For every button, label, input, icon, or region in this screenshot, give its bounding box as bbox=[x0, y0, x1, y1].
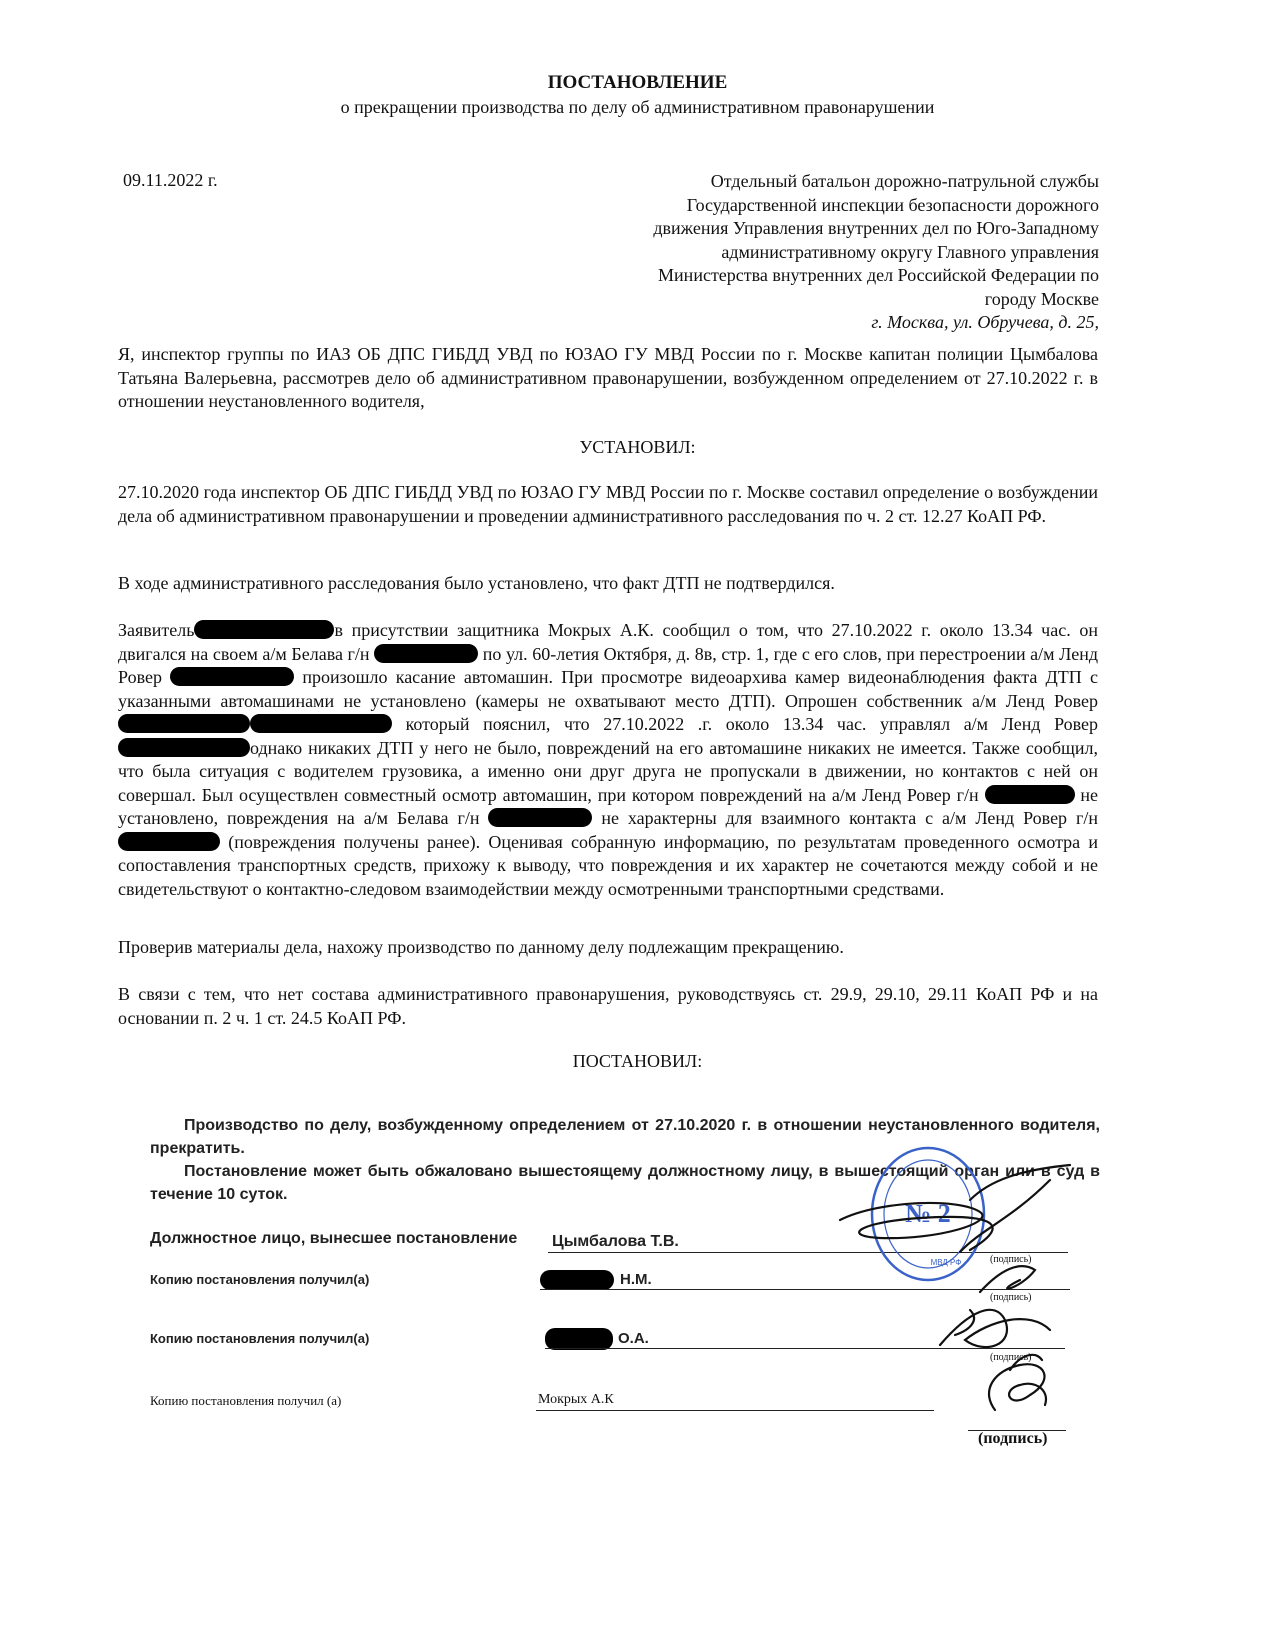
redaction-mark bbox=[374, 644, 478, 663]
signature-caption: (подпись) bbox=[990, 1352, 1032, 1363]
org-line: Отдельный батальон дорожно-патрульной службы bbox=[710, 171, 1099, 191]
paragraph-1: 27.10.2020 года инспектор ОБ ДПС ГИБДД УВД по ЮЗАО ГУ МВД России по г. Москве составил определение о возбуждении дела об административном правонарушении и проведении административного расследования по ч. 2 ст. 12.27 КоАП РФ. bbox=[118, 482, 1098, 526]
document-date: 09.11.2022 г. bbox=[123, 170, 218, 190]
p3-text: в присутствии защитника Мокрых А.К. сообщил о том, что 27.10.2022 г. около 13.34 час. он двигался на своем а/м Белава г/н bbox=[118, 620, 1098, 664]
copy3-label: Копию постановления получил (а) bbox=[150, 1393, 342, 1408]
redaction-mark bbox=[118, 832, 220, 851]
p3-text: по ул. 60-летия Октября, д. 8в, стр. 1, где с его слов, при перестроении а/м Ленд Ровер bbox=[118, 643, 1099, 687]
organization-block bbox=[539, 170, 1099, 335]
p3-text: не установлено, повреждения на а/м Белава г/н bbox=[118, 784, 1099, 828]
heading-resolved: ПОСТАНОВИЛ: bbox=[572, 1051, 703, 1071]
document-subtitle: о прекращении производства по делу об административном правонарушении bbox=[340, 97, 935, 117]
redaction-mark bbox=[488, 808, 592, 827]
redaction-mark bbox=[194, 620, 334, 639]
copy1-label: Копию постановления получил(а) bbox=[150, 1272, 370, 1287]
stamp-number: № 2 bbox=[905, 1199, 951, 1228]
copy3-name: Мокрых А.К bbox=[538, 1392, 614, 1407]
redaction-mark bbox=[118, 714, 250, 733]
org-line: административному округу Главного управления bbox=[721, 241, 1099, 262]
official-name: Цымбалова Т.В. bbox=[552, 1233, 679, 1250]
org-line: Министерства внутренних дел Российской Федерации по bbox=[658, 265, 1099, 285]
paragraph-4: Проверив материалы дела, нахожу производство по данному делу подлежащим прекращению. bbox=[118, 937, 844, 957]
handwritten-signatures-icon bbox=[820, 1160, 1090, 1450]
org-address: г. Москва, ул. Обручева, д. 25, bbox=[871, 312, 1099, 332]
copy2-name: О.А. bbox=[618, 1330, 649, 1347]
heading-established: УСТАНОВИЛ: bbox=[579, 437, 696, 457]
appeal-notice: Постановление может быть обжаловано вышестоящему должностному лицу, в вышестоящий орган или в суд в течение 10 суток. bbox=[150, 1163, 1100, 1203]
p3-text: однако никаких ДТП у него не было, повреждений на его автомашине никаких не имеется. Также сообщил, что была ситуация с водителем грузовика, а именно они друг друга не пропускали в движении, но контактов с ней он совершал. Был осуществлен совместный осмотр автомашин, при котором повреждений на а/м Ленд Ровер г/н bbox=[118, 737, 1098, 805]
paragraph-5: В связи с тем, что нет состава административного правонарушения, руководствуясь ст. 29.9, 29.10, 29.11 КоАП РФ и на основании п. 2 ч. 1 ст. 24.5 КоАП РФ. bbox=[118, 984, 1098, 1028]
resolution-text: Производство по делу, возбужденному определением от 27.10.2020 г. в отношении неустановленного водителя, прекратить. bbox=[150, 1117, 1100, 1157]
signature-caption-final: (подпись) bbox=[978, 1430, 1048, 1447]
document-title: ПОСТАНОВЛЕНИЕ bbox=[547, 72, 728, 93]
redaction-mark bbox=[170, 667, 294, 686]
redaction-mark bbox=[545, 1328, 613, 1350]
copy2-label: Копию постановления получил(а) bbox=[150, 1331, 370, 1346]
copy1-name: Н.М. bbox=[620, 1271, 652, 1288]
p3-text: Заявитель bbox=[118, 620, 195, 640]
redaction-mark bbox=[250, 714, 392, 733]
org-line: Государственной инспекции безопасности дорожного bbox=[686, 194, 1099, 215]
p3-text: который пояснил, что 27.10.2022 .г. около 13.34 час. управлял а/м Ленд Ровер bbox=[405, 714, 1099, 734]
paragraph-2: В ходе административного расследования было установлено, что факт ДТП не подтвердился. bbox=[118, 573, 835, 593]
stamp-text: МВД РФ bbox=[930, 1258, 962, 1267]
official-label: Должностное лицо, вынесшее постановление bbox=[150, 1230, 518, 1247]
org-line: движения Управления внутренних дел по Юго-Западному bbox=[653, 218, 1099, 238]
redaction-mark bbox=[985, 785, 1075, 804]
p3-text: произошло касание автомашин. При просмотре видеоархива камер видеонаблюдения факта ДТП с указанными автомашинами не установлено (камеры не охватывают место ДТП). Опрошен собственник а/м Ленд Ровер bbox=[118, 667, 1099, 711]
signature-caption: (подпись) bbox=[990, 1292, 1032, 1303]
intro-paragraph: Я, инспектор группы по ИАЗ ОБ ДПС ГИБДД УВД по ЮЗАО ГУ МВД России по г. Москве капитан полиции Цымбалова Татьяна Валерьевна, рассмотрев дело об административном правонарушении, возбужденном определением от 27.10.2022 г. в отношении неустановленного водителя, bbox=[118, 344, 1098, 411]
paragraph-3 bbox=[118, 619, 1098, 901]
redaction-mark bbox=[118, 738, 250, 757]
redaction-mark bbox=[540, 1270, 614, 1290]
signature-caption: (подпись) bbox=[990, 1254, 1032, 1265]
p3-text: (повреждения получены ранее). Оценивая собранную информацию, по результатам проведенного осмотра и сопоставления транспортных средств, прихожу к выводу, что повреждения и их характер не сочетаются между собой и не свидетельствуют о контактно-следовом взаимодействии между осмотренными транспортными средствами. bbox=[118, 831, 1099, 899]
p3-text: не характерны для взаимного контакта с а/м Ленд Ровер г/н bbox=[601, 808, 1098, 828]
org-line: городу Москве bbox=[984, 288, 1099, 309]
